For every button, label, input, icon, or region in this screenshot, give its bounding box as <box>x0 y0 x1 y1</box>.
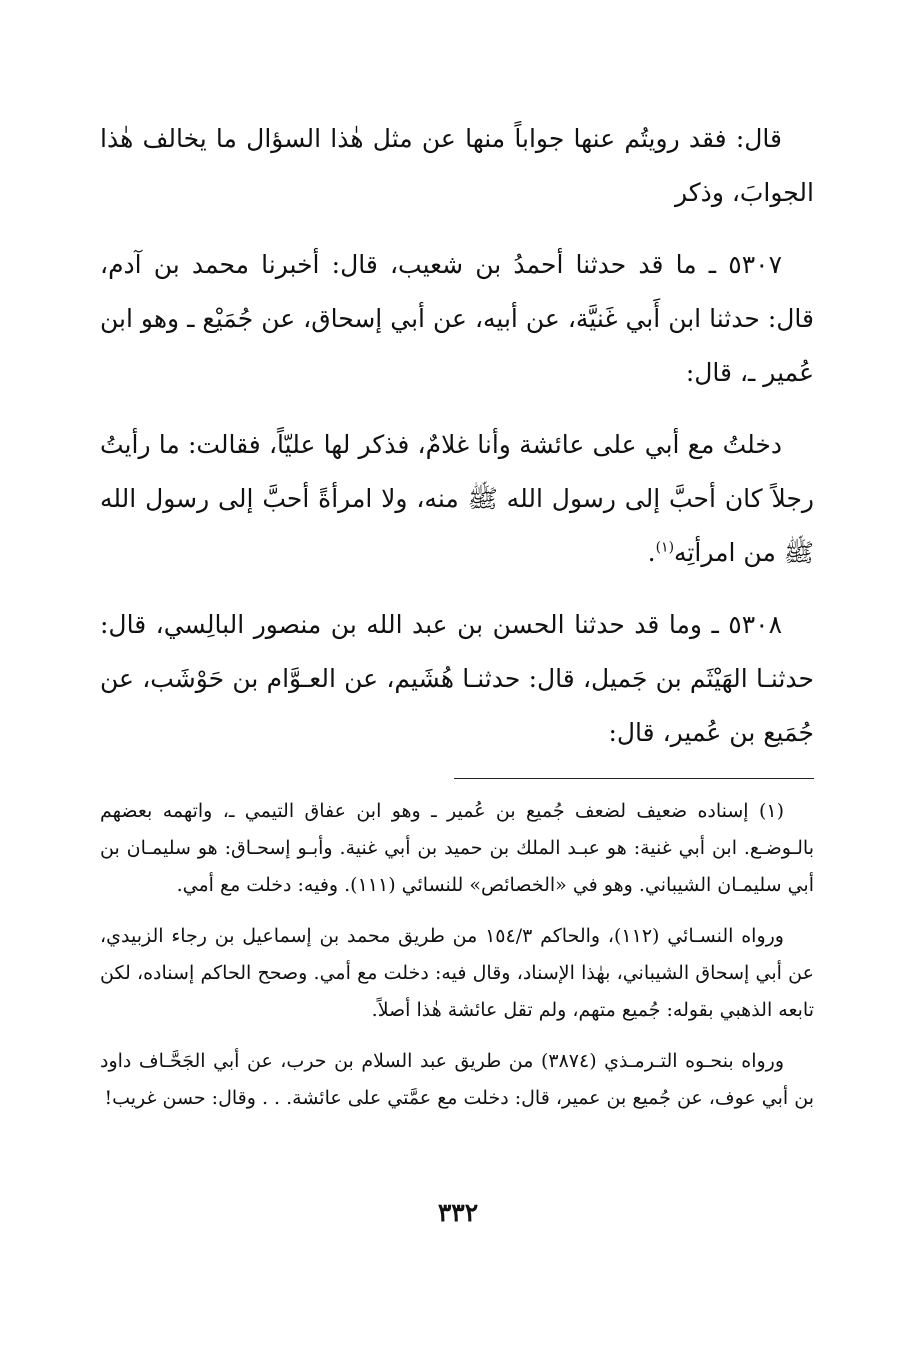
page-number: ٣٣٢ <box>437 1198 479 1227</box>
hadith-5307-matn-text: دخلتُ مع أبي على عائشة وأنا غلامٌ، فذكر لها عليّاً، فقالت: ما رأيتُ رجلاً كان أحبَّ إلى رسول الله ﷺ منه، ولا امرأةً أحبَّ إلى رسول الله ﷺ من امرأتِه <box>100 430 814 567</box>
hadith-5308: ٥٣٠٨ ـ وما قد حدثنا الحسن بن عبد الله بن منصور البالِسي، قال: حدثنـا الهَيْثَم بن جَميل، قال: حدثنـا هُشَيم، عن العـوَّام بن حَوْشَب، عن جُمَيع بن عُمير، قال: <box>100 610 814 747</box>
footnote-1-tirmidhi: ورواه بنحـوه التـرمـذي (٣٨٧٤) من طريق عبد السلام بن حرب، عن أبي الجَحَّـاف داود بن أبي عوف، عن جُميع بن عمير، قال: دخلت مع عمَّتي على عائشة. . . وقال: حسن غريب! <box>100 1050 814 1109</box>
footnote-divider <box>454 778 814 779</box>
footnote-1: (١) إسناده ضعيف لضعف جُميع بن عُمير ـ وهو ابن عفاق التيمي ـ، واتهمه بعضهم بالـوضـع. ابن أبي غنية: هو عبـد الملك بن حميد بن أبي غنية. وأبـو إسحـاق: هو سليمـان بن أبي سليمـان الشيباني. وهو في «الخصائص» للنسائي (١١١). وفيه: دخلت مع أمي. <box>100 800 814 896</box>
hadith-5307: ٥٣٠٧ ـ ما قد حدثنا أحمدُ بن شعيب، قال: أخبرنا محمد بن آدم، قال: حدثنا ابن أَبي غَنيَّة، عن أبيه، عن أبي إسحاق، عن جُمَيْع ـ وهو ابن عُمير ـ، قال: <box>100 250 814 387</box>
footnote-ref-1[interactable]: (١) <box>655 539 675 556</box>
footnote-1-nasai: ورواه النسـائي (١١٢)، والحاكم ١٥٤/٣ من طريق محمد بن إسماعيل بن رجاء الزبيدي، عن أبي إسحاق الشيباني، بهٰذا الإسناد، وقال فيه: دخلت مع أمي. وصحح الحاكم إسناده، لكن تابعه الذهبي بقوله: جُميع متهم، ولم تقل عائشة هٰذا أصلاً. <box>100 925 814 1021</box>
hadith-5307-matn <box>100 418 814 580</box>
footnotes <box>100 793 814 1117</box>
page-body <box>100 112 814 1131</box>
main-text <box>100 112 814 760</box>
matn-end-dot: . <box>647 538 656 567</box>
paragraph-intro: قال: فقد رويتُم عنها جواباً منها عن مثل هٰذا السؤال ما يخالف هٰذا الجوابَ، وذكر <box>100 124 814 207</box>
